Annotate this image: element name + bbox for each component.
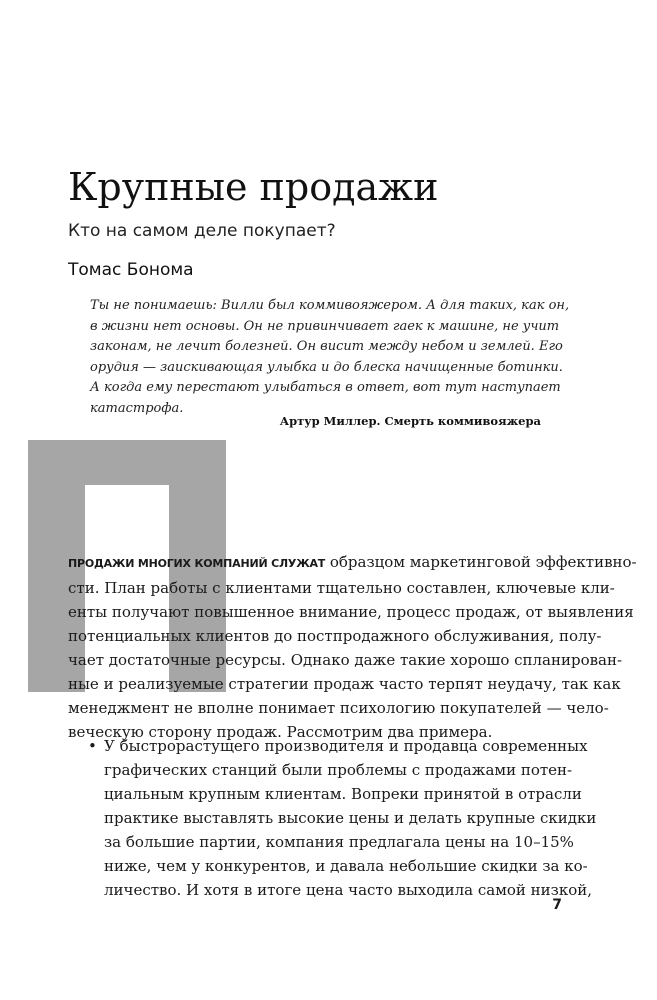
epigraph [90, 296, 570, 419]
bullet-marker: • [88, 737, 97, 755]
epigraph-line: орудия — заискивающая улыбка и до блеска начищенные ботинки. [90, 359, 563, 375]
list-item-line: практике выставлять высокие цены и делать крупные скидки [104, 809, 597, 827]
page-number: 7 [552, 897, 562, 913]
body-line-first [68, 550, 637, 576]
list-item-line: за большие партии, компания предлагала цены на 10–15% [104, 833, 574, 851]
epigraph-line: законам, не лечит болезней. Он висит между небом и землей. Его [90, 339, 563, 354]
body-line: енты получают повышенное внимание, процесс продаж, от выявления [68, 603, 634, 621]
epigraph-line: в жизни нет основы. Он не привинчивает гаек к машине, не учит [90, 318, 560, 334]
chapter-author: Томас Бонома [68, 260, 194, 280]
epigraph-line: катастрофа. [90, 400, 184, 416]
lead-in-smallcaps: ПРОДАЖИ МНОГИХ КОМПАНИЙ СЛУЖАТ [68, 557, 326, 570]
body-line: потенциальных клиентов до постпродажного обслуживания, полу- [68, 627, 602, 645]
body-line: чает достаточные ресурсы. Однако даже такие хорошо спланирован- [68, 651, 623, 669]
list-item-line: графических станций были проблемы с продажами потен- [104, 761, 573, 779]
body-first-line-rest: образцом маркетинговой эффективно- [325, 553, 637, 571]
epigraph-line: А когда ему перестают улыбаться в ответ, вот тут наступает [90, 380, 561, 395]
list-item-line: личество. И хотя в итоге цена часто выходила самой низкой, [104, 881, 593, 899]
list-item [88, 734, 597, 902]
body-line: веческую сторону продаж. Рассмотрим два примера. [68, 723, 493, 741]
chapter-subtitle: Кто на самом деле покупает? [68, 221, 336, 241]
list-item-line: ниже, чем у конкурентов, и давала небольшие скидки за ко- [104, 857, 588, 875]
epigraph-line: Ты не понимаешь: Вилли был коммивояжером. А для таких, как он, [90, 298, 570, 313]
chapter-title: Крупные продажи [68, 165, 439, 209]
epigraph-source: Артур Миллер. Смерть коммивояжера [279, 414, 541, 428]
body-line: ные и реализуемые стратегии продаж часто терпят неудачу, так как [68, 675, 621, 693]
bullet-list [88, 734, 597, 902]
body-paragraph [68, 550, 637, 744]
body-line: менеджмент не вполне понимает психологию покупателей — чело- [68, 699, 609, 717]
body-line: сти. План работы с клиентами тщательно составлен, ключевые кли- [68, 579, 615, 597]
list-item-line: циальным крупным клиентам. Вопреки принятой в отрасли [104, 785, 582, 803]
list-item-line: У быстрорастущего производителя и продавца современных [104, 737, 588, 755]
